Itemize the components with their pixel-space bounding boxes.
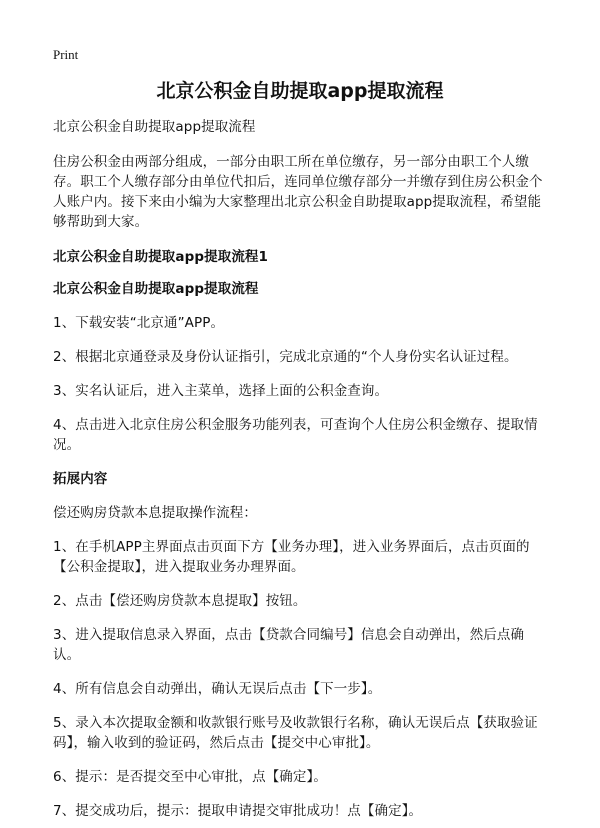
section-heading-1: 北京公积金自助提取app提取流程1 <box>53 249 269 265</box>
step-paragraph-4: 4、点击进入北京住房公积金服务功能列表，可查询个人住房公积金缴存、提取情况。 <box>53 417 538 453</box>
intro-paragraph: 住房公积金由两部分组成，一部分由职工所在单位缴存，另一部分由职工个人缴存。职工个人缴存部分由单位代扣后，连同单位缴存部分一并缴存到住房公积金个人账户内。接下来由小编为大家整理出北京公积金自助提取app提取流程，希望能够帮助到大家。 <box>53 154 543 230</box>
procedure-step-6: 6、提示：是否提交至中心审批，点【确定】。 <box>53 769 327 785</box>
procedure-step-7: 7、提交成功后，提示：提取申请提交审批成功！点【确定】。 <box>53 803 423 819</box>
step-paragraph-3: 3、实名认证后，进入主菜单，选择上面的公积金查询。 <box>53 383 389 399</box>
procedure-step-2: 2、点击【偿还购房贷款本息提取】按钮。 <box>53 593 307 609</box>
procedure-step-4: 4、所有信息会自动弹出，确认无误后点击【下一步】。 <box>53 681 382 697</box>
procedure-intro: 偿还购房贷款本息提取操作流程： <box>53 505 257 521</box>
section-heading-2: 北京公积金自助提取app提取流程 <box>53 281 259 297</box>
extension-heading: 拓展内容 <box>53 471 108 487</box>
procedure-step-5: 5、录入本次提取金额和收款银行账号及收款银行名称，确认无误后点【获取验证码】，输入收到的验证码，然后点击【提交中心审批】。 <box>53 715 538 751</box>
print-link[interactable]: Print <box>53 47 79 62</box>
subtitle-paragraph: 北京公积金自助提取app提取流程 <box>53 119 256 135</box>
procedure-step-1: 1、在手机APP主界面点击页面下方【业务办理】，进入业务界面后，点击页面的【公积金提取】，进入提取业务办理界面。 <box>53 539 530 575</box>
step-paragraph-1: 1、下载安装“北京通”APP。 <box>53 315 225 331</box>
page-title: 北京公积金自助提取app提取流程 <box>156 80 444 102</box>
procedure-step-3: 3、进入提取信息录入界面，点击【贷款合同编号】信息会自动弹出，然后点确认。 <box>53 627 525 663</box>
article-body <box>53 117 550 821</box>
step-paragraph-2: 2、根据北京通登录及身份认证指引，完成北京通的“个人身份实名认证过程。 <box>53 349 518 365</box>
